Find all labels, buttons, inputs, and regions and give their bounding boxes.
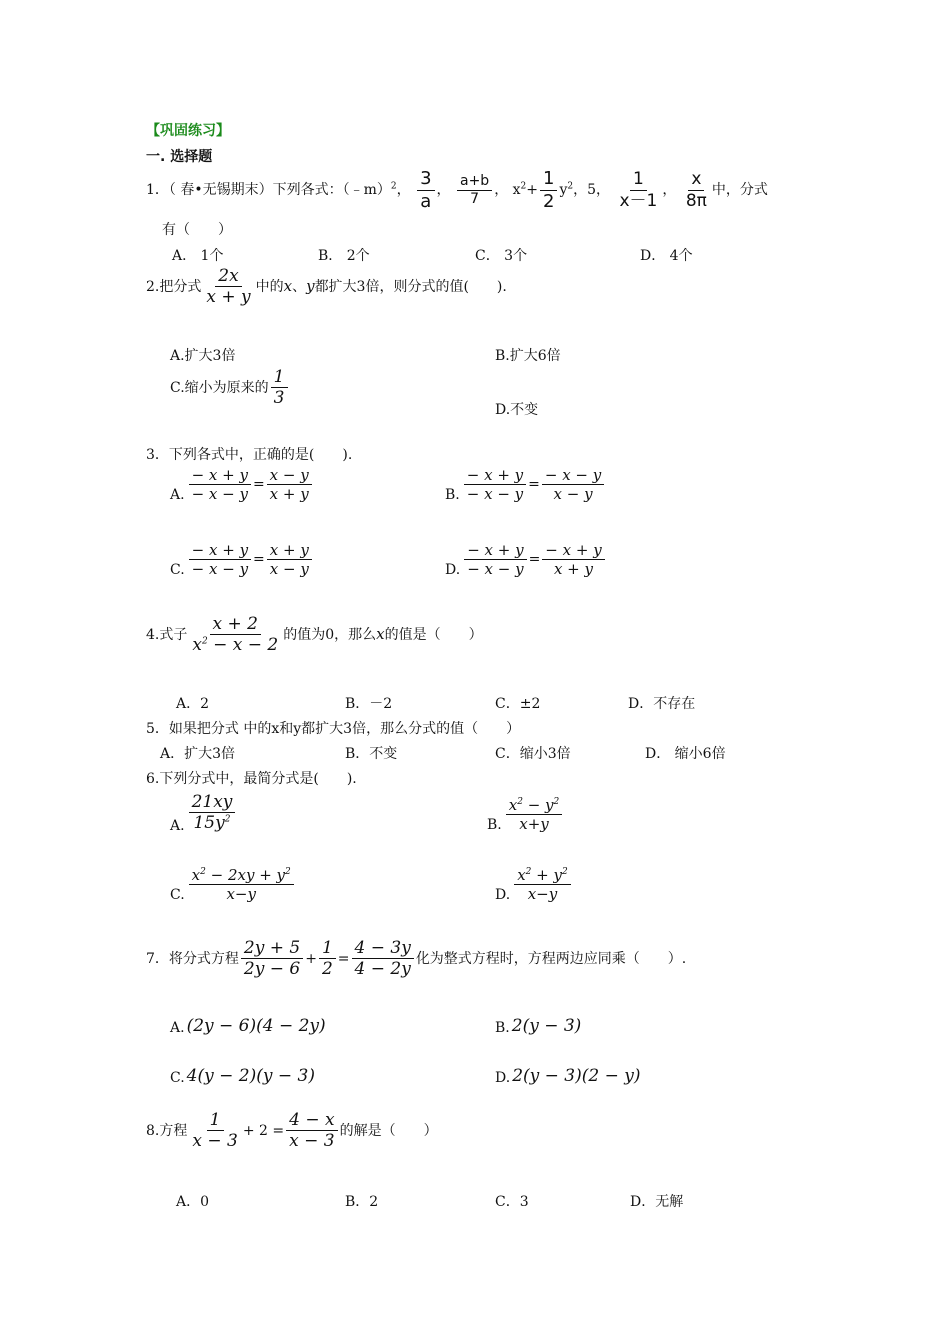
- q1-fraction-4: $\frac{1}{x-1}$: [619, 169, 658, 211]
- q2-option-c[interactable]: C.缩小为原来的 $\frac{1}{3}$: [170, 367, 290, 409]
- q1-text: 1．（ 春•无锡期末）下列各式：（﹣m）: [146, 182, 391, 199]
- q1-fraction-5: $\frac{x}{8\pi}$: [685, 169, 707, 211]
- q1-expr-3: $x^2+$: [512, 181, 539, 199]
- q1-fraction-2: $\frac{a+b}{7}$: [457, 173, 492, 208]
- q1-option-c[interactable]: C． 3个: [475, 248, 528, 264]
- q7-option-d[interactable]: D. 2(y − 3)(2 − y): [495, 1066, 641, 1086]
- question-5: 5．如果把分式 中的x和y都扩大3倍，那么分式的值（ ）: [146, 721, 521, 737]
- q8-option-a[interactable]: A．0: [176, 1194, 210, 1210]
- q3-option-a[interactable]: A. $\frac{- x + y}{- x - y}$ = $\frac{x - y}{x + y}$: [170, 466, 314, 503]
- q5-option-a[interactable]: A．扩大3倍: [160, 746, 236, 762]
- q2-fraction: $\frac{2x}{x + y}$: [206, 266, 251, 308]
- q1-fraction-1: $\frac{3}{a}$: [417, 168, 434, 212]
- section-title: 一. 选择题: [146, 149, 213, 165]
- q1-text-b: 中，分式: [711, 182, 768, 199]
- question-3: 3．下列各式中，正确的是( ).: [146, 447, 353, 463]
- question-6: 6.下列分式中，最简分式是( ).: [146, 771, 357, 787]
- q7-option-a[interactable]: A. (2y − 6)(4 − 2y): [170, 1016, 326, 1036]
- question-8: 8.方程 $\frac{1}{x - 3}$ + 2 = $\frac{4 - x}{x - 3}$ 的解是（ ）: [146, 1110, 438, 1152]
- q5-option-d[interactable]: D． 缩小6倍: [645, 746, 726, 762]
- q6-option-b[interactable]: B. $\frac{x^2 - y^2}{x+y}$: [487, 796, 564, 833]
- q3-option-b[interactable]: B. $\frac{- x + y}{- x - y}$ = $\frac{- x - y}{x - y}$: [445, 466, 606, 503]
- q2-option-d[interactable]: D.不变: [495, 402, 539, 418]
- q1-option-d[interactable]: D． 4个: [640, 248, 693, 264]
- q6-option-a[interactable]: A. $\frac{21xy}{15y^2}$: [170, 792, 237, 834]
- q1-text-c: 有（ ）: [162, 222, 232, 238]
- q7-option-c[interactable]: C. 4(y − 2)(y − 3): [170, 1066, 315, 1086]
- q3-option-d[interactable]: D. $\frac{- x + y}{- x - y}$ = $\frac{- x + y}{x + y}$: [445, 541, 607, 578]
- question-4: 4.式子 $\frac{x + 2}{x^2 - x - 2}$ 的值为0，那么x的值是（ ）: [146, 614, 483, 656]
- q7-option-b[interactable]: B. 2(y − 3): [495, 1016, 582, 1036]
- q2-option-b[interactable]: B.扩大6倍: [495, 348, 561, 364]
- q8-option-b[interactable]: B．2: [345, 1194, 379, 1210]
- q1-option-a[interactable]: A． 1个: [172, 248, 224, 264]
- exercise-header: 【巩固练习】: [146, 123, 230, 139]
- q3-option-c[interactable]: C. $\frac{- x + y}{- x - y}$ = $\frac{x + y}{x - y}$: [170, 541, 314, 578]
- q6-option-d[interactable]: D. $\frac{x^2 + y^2}{x-y}$: [495, 866, 573, 903]
- question-1: 1．（ 春•无锡期末）下列各式：（﹣m）$^2$， $\frac{3}{a}$ ， $\frac{a+b}{7}$ ， $x^2+$ $\frac{1}{2}$ $y^2$，5， $\frac{1}{x-1}$ ， $\frac{x}{8\pi}$ 中，分式: [146, 168, 768, 212]
- q6-option-c[interactable]: C. $\frac{x^2 - 2xy + y^2}{x-y}$: [170, 866, 296, 903]
- q8-option-d[interactable]: D．无解: [630, 1194, 684, 1210]
- q4-fraction: $\frac{x + 2}{x^2 - x - 2}$: [192, 614, 279, 656]
- q2-option-a[interactable]: A.扩大3倍: [170, 348, 236, 364]
- question-2: 2.把分式 $\frac{2x}{x + y}$ 中的x、y都扩大3倍，则分式的值( ).: [146, 266, 507, 308]
- q4-option-a[interactable]: A．2: [176, 696, 210, 712]
- q5-option-b[interactable]: B．不变: [345, 746, 398, 762]
- q1-option-b[interactable]: B． 2个: [318, 248, 370, 264]
- question-7: 7．将分式方程 $\frac{2y + 5}{2y - 6}$ + $\frac{1}{2}$ = $\frac{4 - 3y}{4 - 2y}$ 化为整式方程时，方程两边应同乘（ ）.: [146, 938, 687, 980]
- q4-option-d[interactable]: D．不存在: [628, 696, 696, 712]
- q1-fraction-3: $\frac{1}{2}$: [540, 168, 557, 212]
- q4-option-c[interactable]: C．±2: [495, 696, 541, 712]
- q8-option-c[interactable]: C．3: [495, 1194, 529, 1210]
- q5-option-c[interactable]: C．缩小3倍: [495, 746, 571, 762]
- q4-option-b[interactable]: B．－2: [345, 696, 393, 712]
